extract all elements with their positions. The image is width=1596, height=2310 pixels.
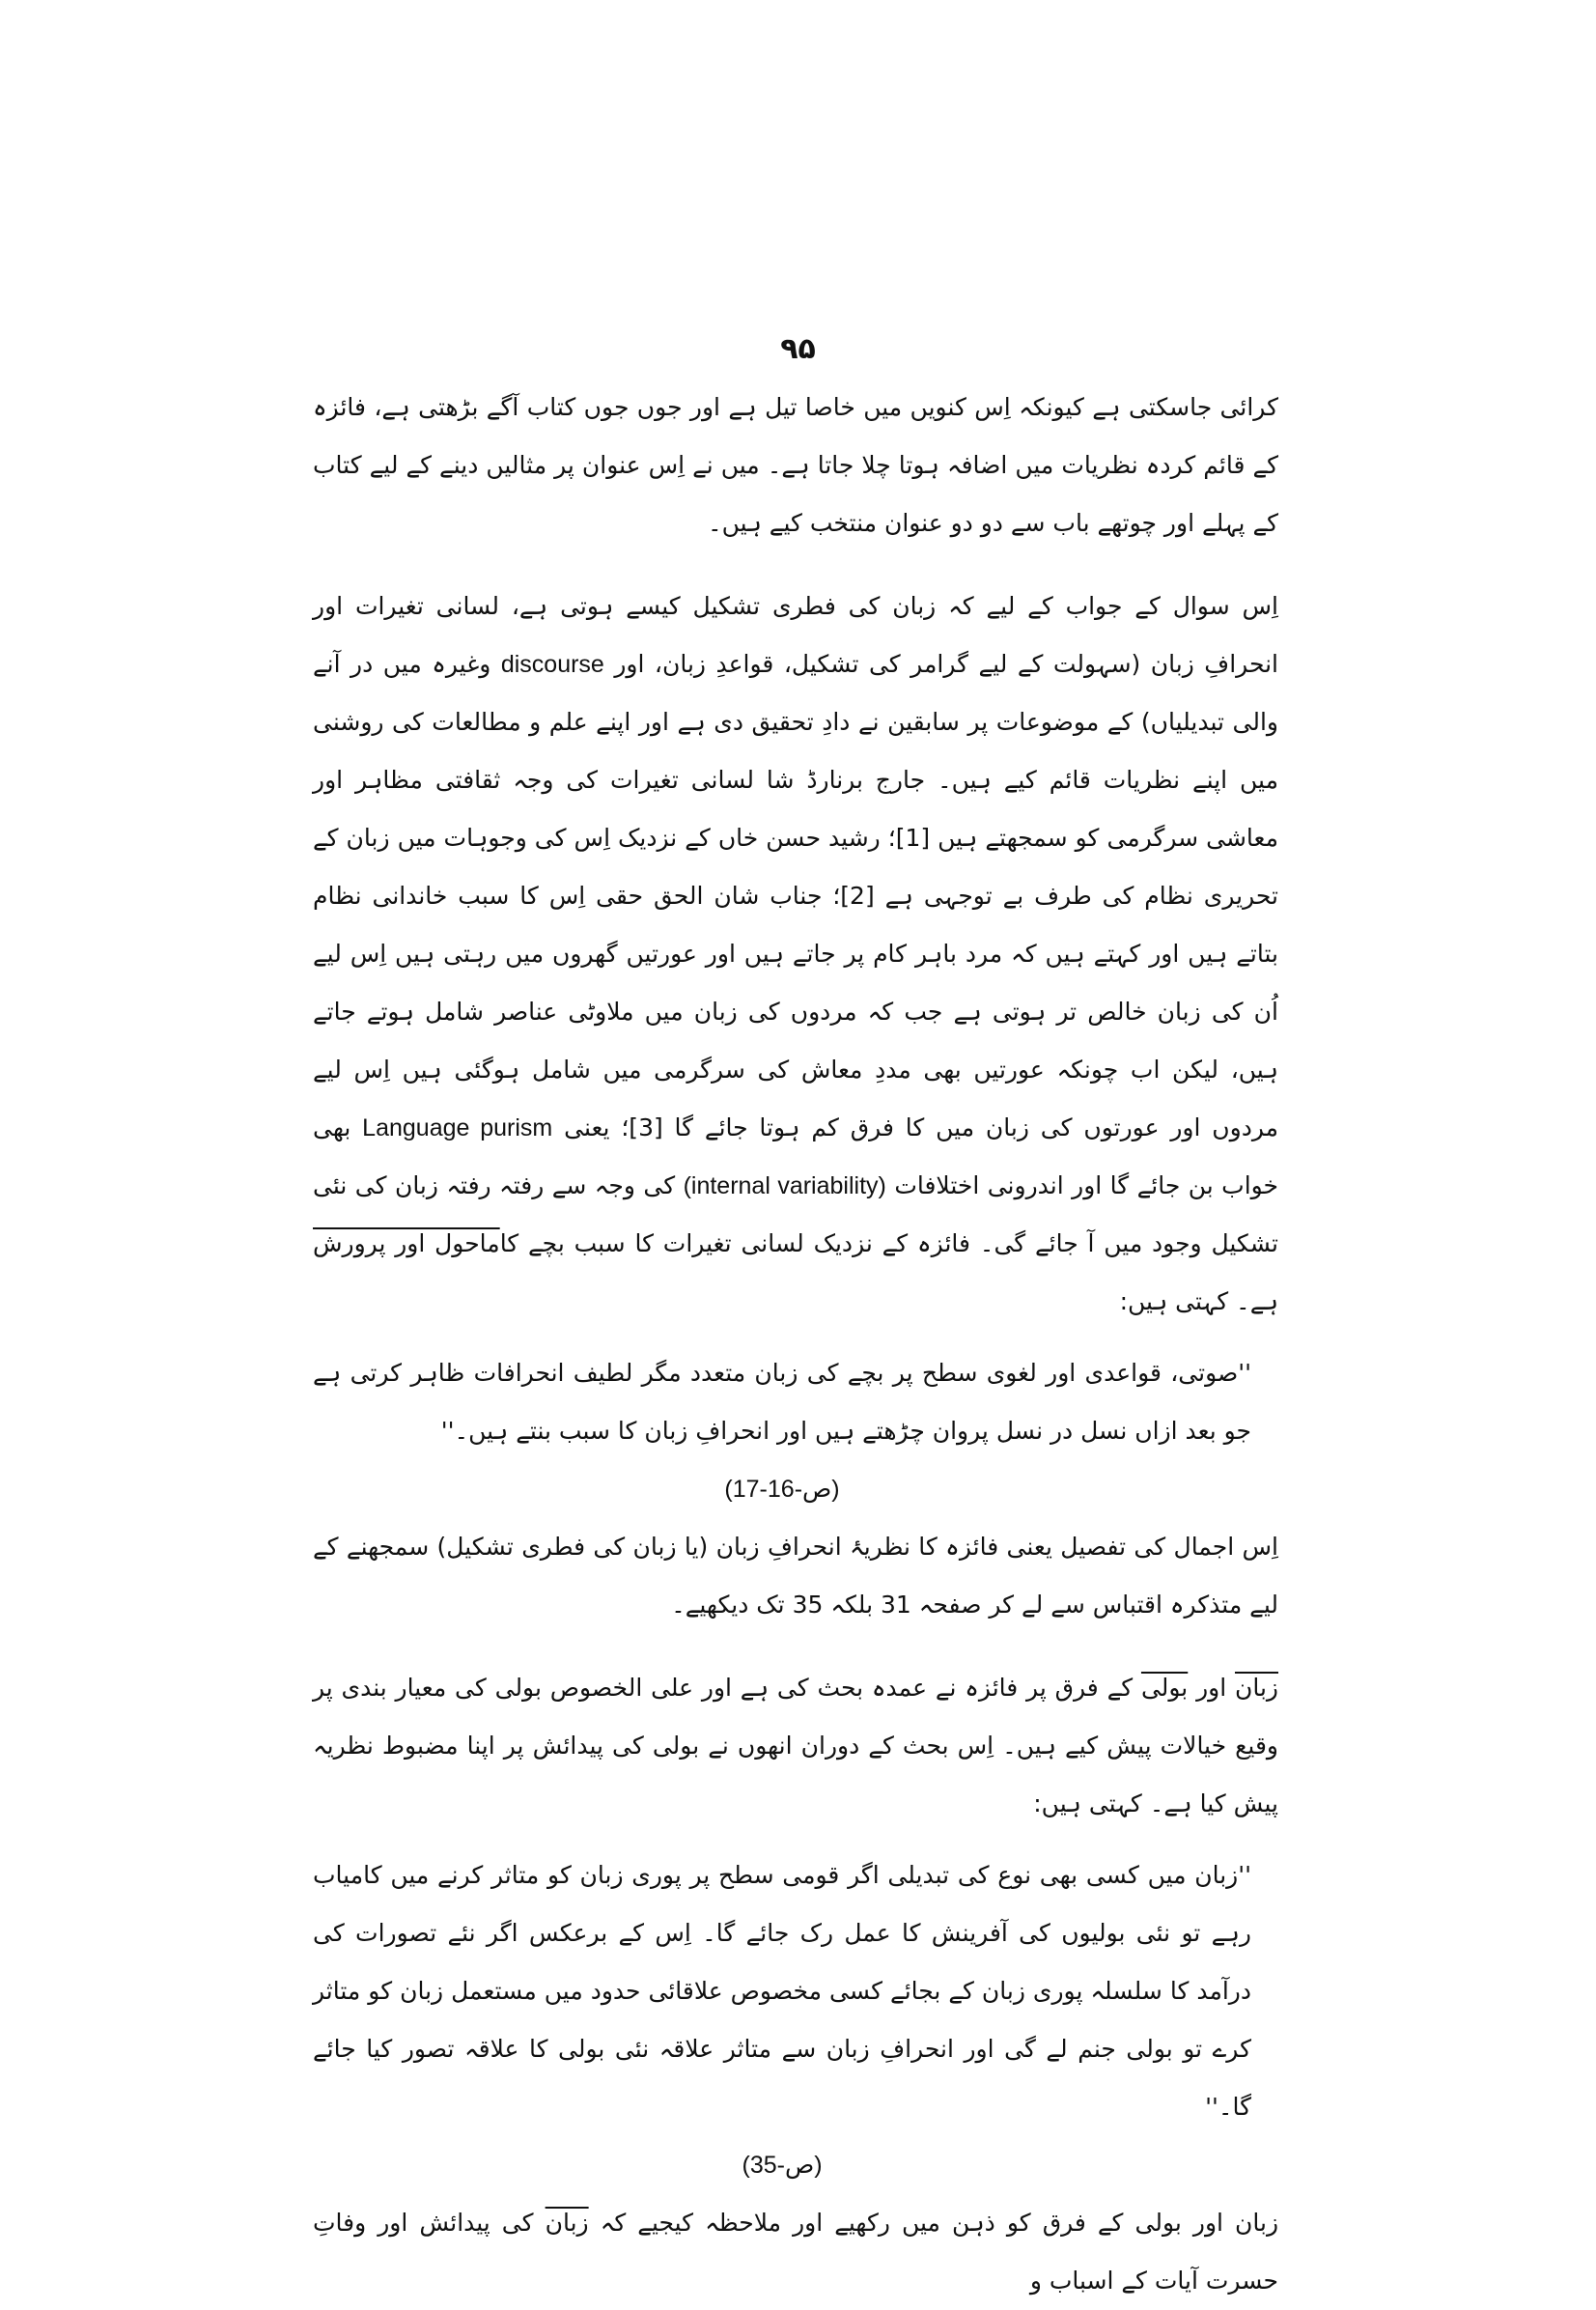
paragraph-text: وغیرہ میں در آنے والی تبدیلیاں) کے موضوعات پر سابقین نے دادِ تحقیق دی ہے اور اپنے علم و مطالعات کی روشنی میں اپنے نظریات قائم کیے ہیں۔ جارج برنارڈ شا لسانی تغیرات کی وجہ ثقافتی مظاہر اور معاشی سرگرمی کو سمجھتے ہیں [1]؛ رشید حسن خاں کے نزدیک اِس کی وجوہات میں زبان کے تحریری نظام کی طرف بے توجہی ہے [2]؛ جناب شان الحق حقی اِس کا سبب خاندانی نظام بتاتے ہیں اور کہتے ہیں کہ مرد باہر کام پر جاتے ہیں اور عورتیں گھروں میں رہتی ہیں اِس لیے اُن کی زبان خالص تر ہوتی ہے جب کہ مردوں کی زبان میں ملاوٹی عناصر شامل ہوتے جاتے ہیں، لیکن اب چونکہ عورتیں بھی مددِ معاش کی سرگرمی میں شامل ہوگئی ہیں اِس لیے مردوں اور عورتوں کی زبان میں کا فرق کم ہوتا جائے گا [3]؛ یعنی — [313, 650, 1279, 1141]
paragraph-text: کی پیدائش اور وفاتِ حسرت آیات کے اسباب و — [313, 2209, 1278, 2295]
paragraph-text: کی وجہ سے رفتہ رفتہ زبان کی نئی تشکیل وجود میں آ جائے گی۔ فائزہ کے نزدیک لسانی تغیرات کا سبب بچے کا — [313, 1171, 1278, 1257]
paragraph-intro: کرائی جاسکتی ہے کیونکہ اِس کنویں میں خاصا تیل ہے اور جوں جوں کتاب آگے بڑھتی ہے، فائزہ کے قائم کردہ نظریات میں اضافہ ہوتا چلا جاتا ہے۔ میں نے اِس عنوان پر مثالیں دینے کے لیے کتاب کے پہلے اور چوتھے باب سے دو دو عنوان منتخب کیے ہیں۔ — [313, 393, 1278, 537]
term-zaban-highlight: زبان — [545, 2209, 589, 2237]
page-reference: (ص-16-17) — [724, 1476, 840, 1503]
paragraph-language-dialect — [313, 1659, 1278, 1833]
paragraph-text: بھی خواب بن جائے گا اور اندرونی اختلافات — [313, 1113, 1279, 1199]
paragraph-text: کے فرق پر فائزہ نے عمدہ بحث کی ہے اور علی الخصوص بولی کی معیار بندی پر وقیع خیالات پیش کیے ہیں۔ اِس بحث کے دوران انھوں نے بولی کی پیدائش پر اپنا مضبوط نظریہ پیش کیا ہے۔ کہتی ہیں: — [313, 1674, 1278, 1817]
quote-1-reference — [313, 1460, 1251, 1518]
block-quote-1: ''صوتی، قواعدی اور لغوی سطح پر بچے کی زبان متعدد مگر لطیف انحرافات ظاہر کرتی ہے جو بعد ازاں نسل در نسل پروان چڑھتے ہیں اور انحرافِ زبان کا سبب بنتے ہیں۔'' — [313, 1359, 1251, 1445]
english-term-internal-variability: (internal variability) — [683, 1172, 886, 1199]
quote-2-reference — [313, 2136, 1251, 2194]
block-quote-2: ''زبان میں کسی بھی نوع کی تبدیلی اگر قومی سطح پر پوری زبان کو متاثر کرنے میں کامیاب رہے تو نئی بولیوں کی آفرینش کا عمل رک جائے گا۔ اِس کے برعکس اگر نئے تصورات کی درآمد کا سلسلہ پوری زبان کے بجائے کسی مخصوص علاقائی حدود میں مستعمل زبان کو متاثر کرے تو بولی جنم لے گی اور انحرافِ زبان سے متاثر علاقہ نئی بولی کا علاقہ تصور کیا جائے گا۔'' — [313, 1861, 1251, 2121]
paragraph-text: ہے۔ کہتی ہیں: — [1119, 1287, 1278, 1315]
english-term-discourse: discourse — [500, 651, 604, 678]
paragraph-theories — [313, 578, 1278, 1331]
term-boli: بولی — [1140, 1674, 1189, 1702]
paragraph-closing — [313, 2194, 1278, 2310]
conjunction: اور — [1196, 1674, 1227, 1702]
term-zaban: زبان — [1234, 1674, 1278, 1702]
page-number: ۹۵ — [780, 332, 816, 366]
highlighted-phrase: ماحول اور پرورش — [313, 1229, 500, 1257]
english-term-language-purism: Language purism — [362, 1114, 553, 1141]
paragraph-text: اِس سوال کے جواب کے لیے کہ زبان کی فطری تشکیل کیسے ہوتی ہے، لسانی تغیرات اور انحرافِ زبان (سہولت کے لیے گرامر کی تشکیل، قواعدِ زبان، اور — [313, 592, 1278, 678]
paragraph-detail: اِس اجمال کی تفصیل یعنی فائزہ کا نظریۂ انحرافِ زبان (یا زبان کی فطری تشکیل) سمجھنے کے لیے متذکرہ اقتباس سے لے کر صفحہ 31 بلکہ 35 تک دیکھیے۔ — [313, 1533, 1278, 1619]
page-body — [313, 379, 1278, 2310]
paragraph-text: زبان اور بولی کے فرق کو ذہن میں رکھیے اور ملاحظہ کیجیے کہ — [600, 2209, 1279, 2237]
page-reference: (ص-35) — [742, 2152, 823, 2179]
